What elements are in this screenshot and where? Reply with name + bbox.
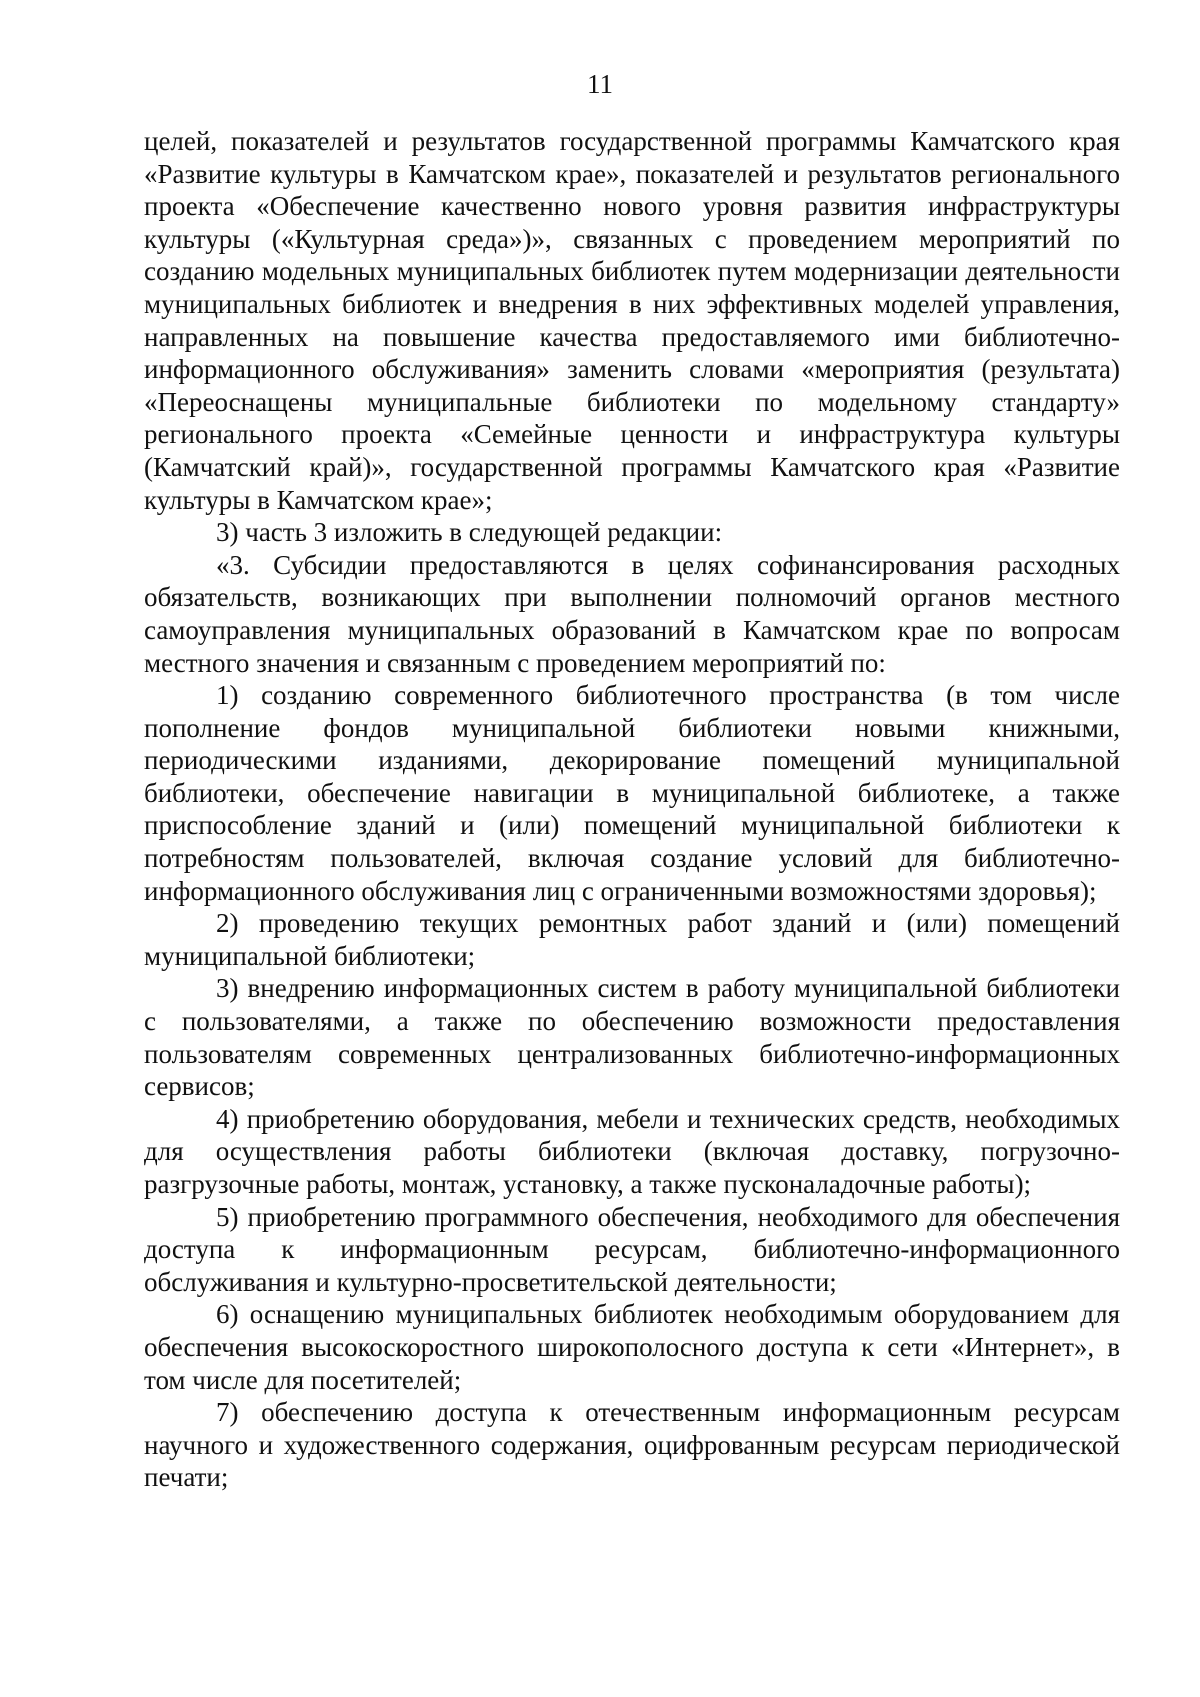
list-item-4: 4) приобретению оборудования, мебели и технических средств, необходимых для осуществления работы библиотеки (включая доставку, погрузочно-разгрузочные работы, монтаж, установку, а также пусконаладочные работы); [144,1103,1120,1199]
list-item-5: 5) приобретению программного обеспечения, необходимого для обеспечения доступа к информационным ресурсам, библиотечно-информационного обслуживания и культурно-просветительской деятельности; [144,1201,1120,1297]
list-item-2: 2) проведению текущих ремонтных работ зданий и (или) помещений муниципальной библиотеки; [144,908,1120,971]
list-item-3: 3) внедрению информационных систем в работу муниципальной библиотеки с пользователями, а также по обеспечению возможности предоставления пользователям современных централизованных библиотечно-информационных сервисов; [144,973,1120,1102]
paragraph-1: целей, показателей и результатов государственной программы Камчатского края «Развитие культуры в Камчатском крае», показателей и результатов регионального проекта «Обеспечение качественно нового уровня развития инфраструктуры культуры («Культурная среда»)», связанных с проведением мероприятий по созданию модельных муниципальных библиотек путем модернизации деятельности муниципальных библиотек и внедрения в них эффективных моделей управления, направленных на повышение качества предоставляемого ими библиотечно-информационного обслуживания» заменить словами «мероприятия (результата) «Переоснащены муниципальные библиотеки по модельному стандарту» регионального проекта «Семейные ценности и инфраструктура культуры (Камчатский край)», государственной программы Камчатского края «Развитие культуры в Камчатском крае»; [144,126,1120,515]
page-number: 11 [587,69,613,99]
paragraph-3: «3. Субсидии предоставляются в целях софинансирования расходных обязательств, возникающих при выполнении полномочий органов местного самоуправления муниципальных образований в Камчатском крае по вопросам местного значения и связанным с проведением мероприятий по: [144,549,1120,678]
list-item-7: 7) обеспечению доступа к отечественным информационным ресурсам научного и художественного содержания, оцифрованным ресурсам периодической печати; [144,1397,1120,1493]
document-body [144,125,1120,1494]
list-item-6: 6) оснащению муниципальных библиотек необходимым оборудованием для обеспечения высокоскоростного широкополосного доступа к сети «Интернет», в том числе для посетителей; [144,1299,1120,1395]
paragraph-2: 3) часть 3 изложить в следующей редакции: [216,517,723,548]
list-item-1: 1) созданию современного библиотечного пространства (в том числе пополнение фондов муниципальной библиотеки новыми книжными, периодическими изданиями, декорирование помещений муниципальной библиотеки, обеспечение навигации в муниципальной библиотеке, а также приспособление зданий и (или) помещений муниципальной библиотеки к потребностям пользователей, включая создание условий для библиотечно-информационного обслуживания лиц с ограниченными возможностями здоровья); [144,680,1120,906]
